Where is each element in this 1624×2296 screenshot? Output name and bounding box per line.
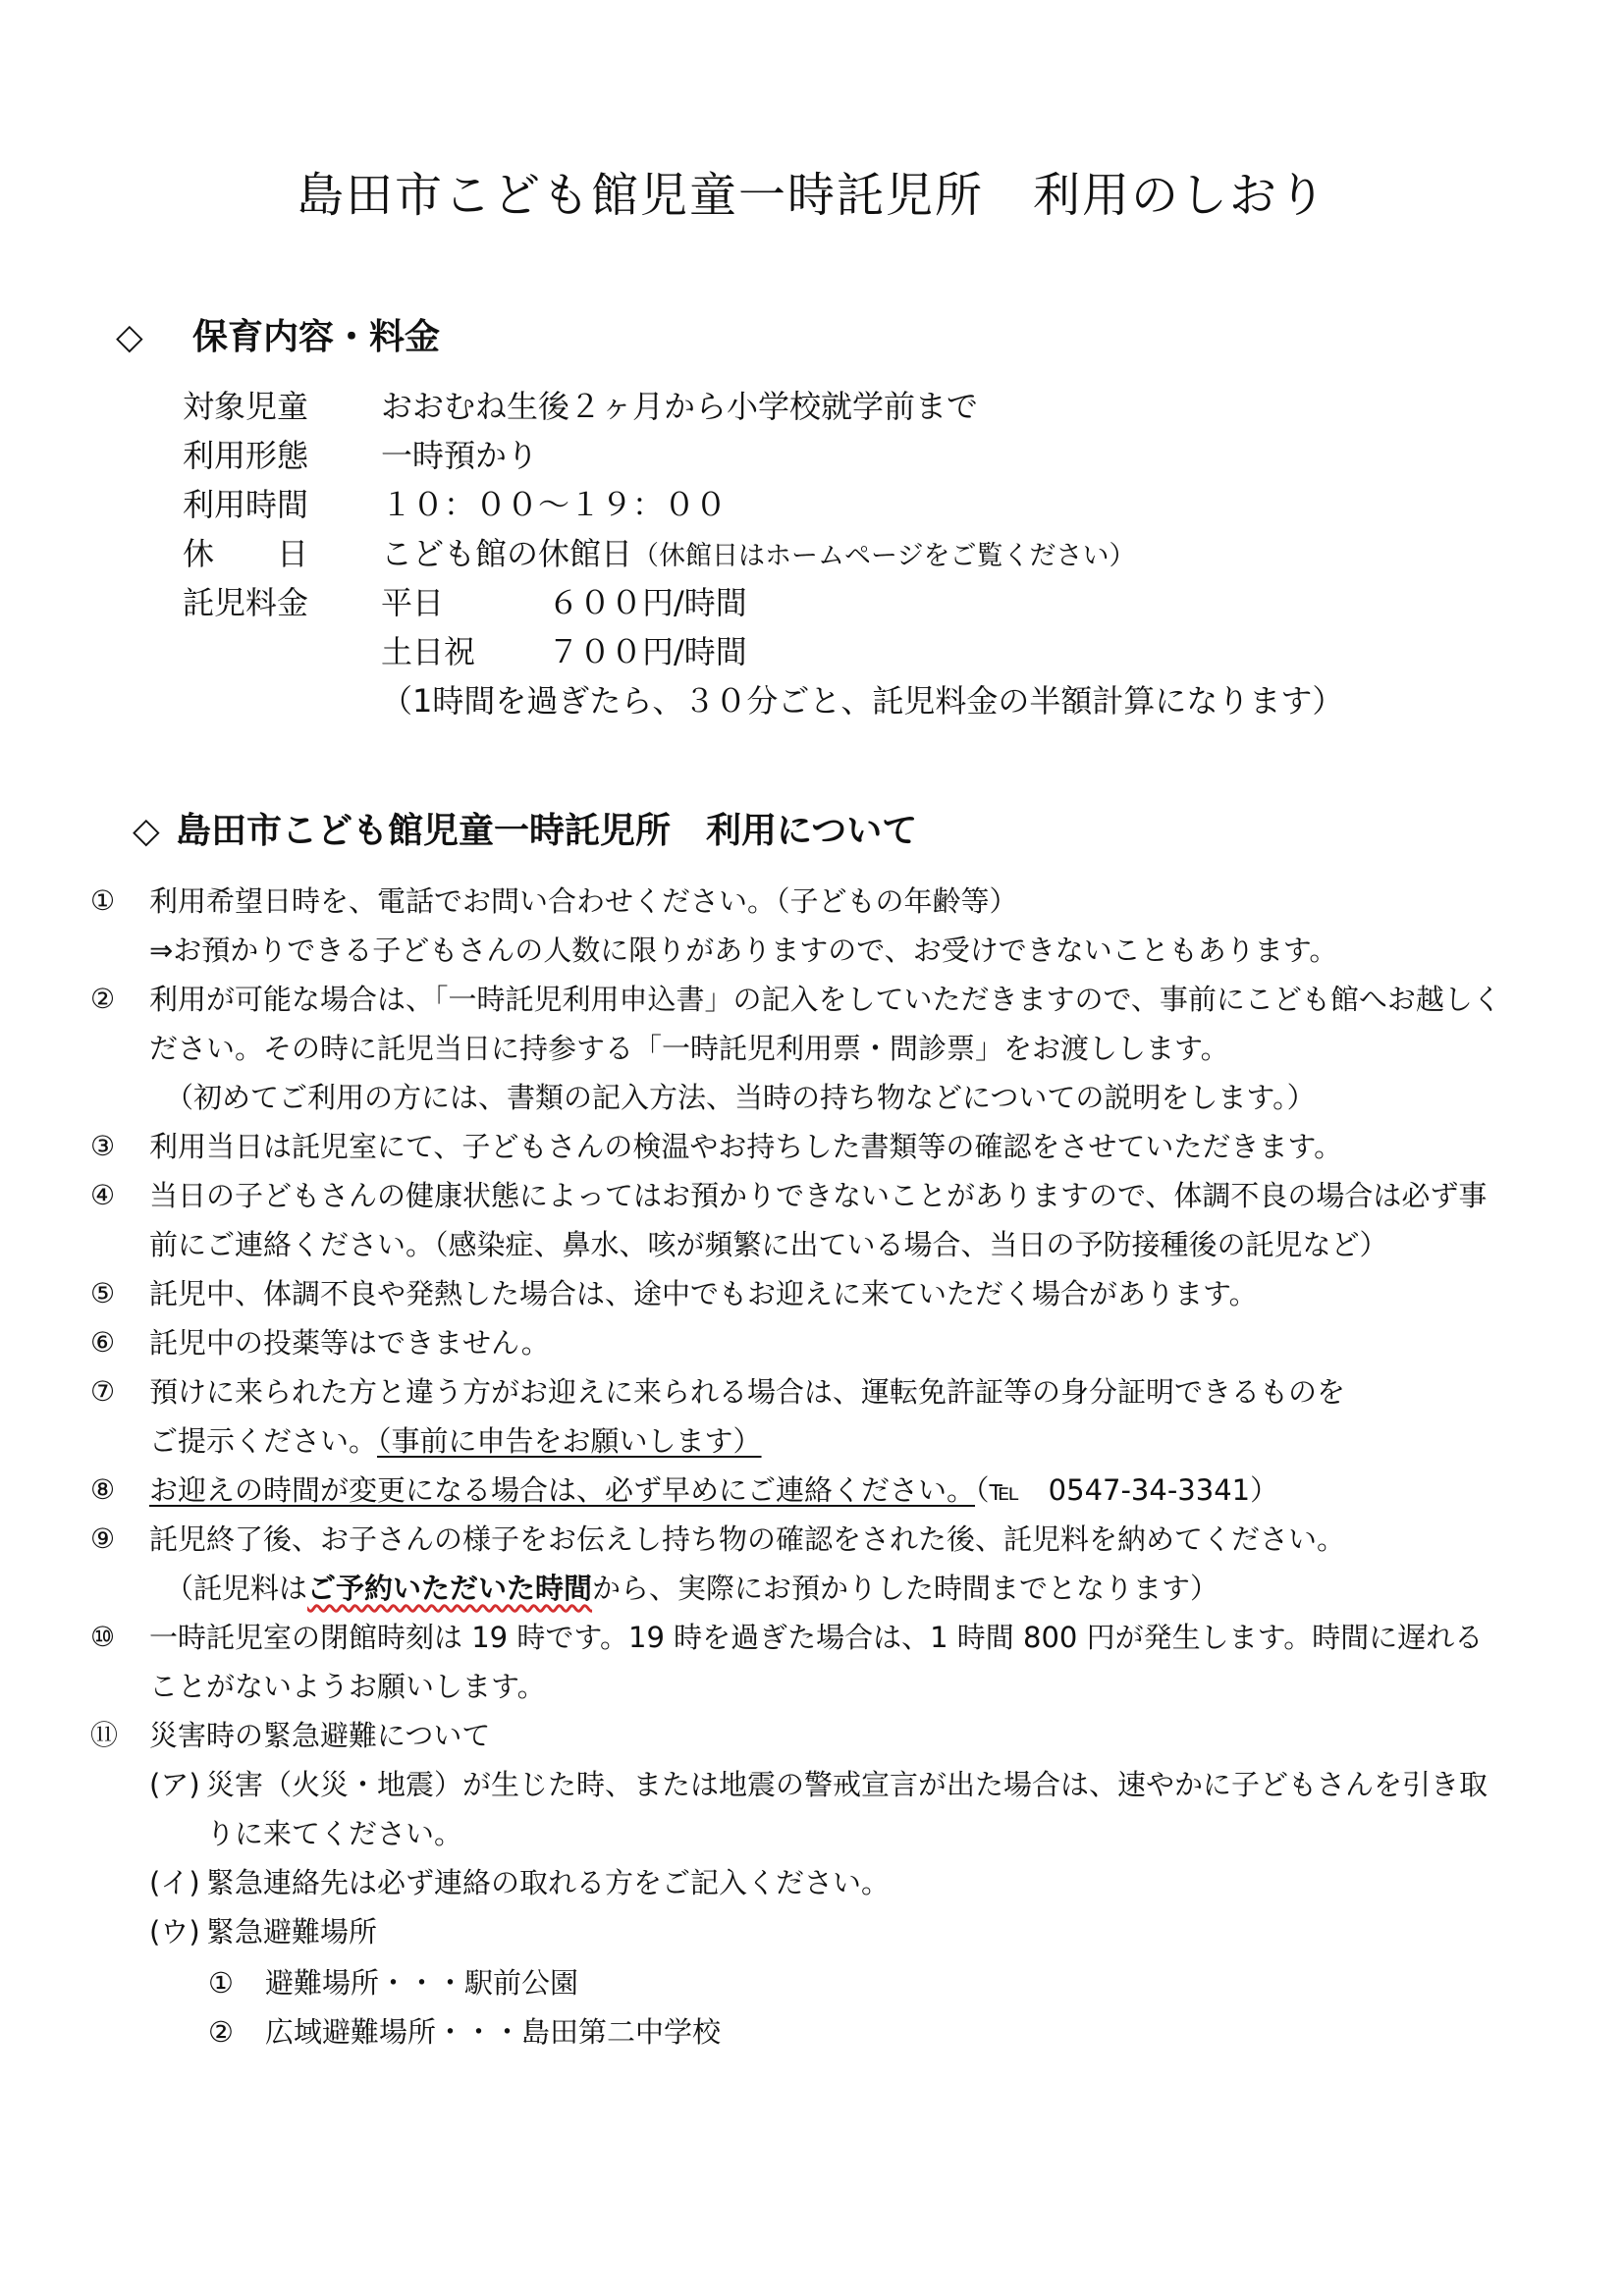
item-text-plain: ご提示ください。 <box>149 1424 378 1458</box>
item-number: ③ <box>90 1130 116 1162</box>
diamond-icon: ◇ <box>116 317 143 357</box>
fee-weekday-label: 平日 <box>381 584 445 621</box>
info-value <box>381 530 1135 580</box>
item-text: 預けに来られた方と違う方がお迎えに来られる場合は、運転免許証等の身分証明できるものを <box>149 1375 1346 1409</box>
item-number: ⑦ <box>90 1375 116 1408</box>
item-text-plain: から、実際にお預かりした時間までとなります） <box>592 1572 1219 1605</box>
info-label: 休 日 <box>183 535 309 572</box>
item-text <box>165 1567 1218 1610</box>
item-number: ⑤ <box>90 1277 116 1309</box>
fee-weekday-value: ６００円/時間 <box>548 584 747 621</box>
sub-item-text: 災害（火災・地震）が生じた時、または地震の警戒宣言が出た場合は、速やかに子どもさんを引き取 <box>206 1768 1489 1801</box>
item-text-emphasis: ご予約いただいた時間 <box>307 1572 593 1605</box>
item-text-underlined: お迎えの時間が変更になる場合は、必ず早めにご連絡ください。 <box>149 1473 976 1507</box>
info-label: 利用時間 <box>183 486 309 523</box>
item-number: ⑧ <box>90 1473 116 1506</box>
item-text: 託児中、体調不良や発熱した場合は、途中でもお迎えに来ていただく場合があります。 <box>149 1277 1258 1310</box>
fee-weekday <box>381 579 747 626</box>
fee-holiday <box>381 628 747 675</box>
page-title: 島田市こども館児童一時託児所 利用のしおり <box>296 168 1327 223</box>
item-text: 利用が可能な場合は、「一時託児利用申込書」の記入をしていただきますので、事前にこども館へお越しく <box>149 983 1501 1016</box>
item-text-underlined: （事前に申告をお願いします） <box>377 1424 762 1458</box>
item-text: 利用希望日時を、電話でお問い合わせください。（子どもの年齢等） <box>149 884 1018 918</box>
info-value: 一時預かり <box>381 437 539 474</box>
item-number: ⑩ <box>90 1621 116 1653</box>
item-number: ① <box>90 884 116 917</box>
info-value: １０：００～１９：００ <box>381 486 728 523</box>
closed-days: こども館の休館日 <box>381 535 633 572</box>
evac-marker: ① <box>208 1966 234 2000</box>
fee-holiday-value: ７００円/時間 <box>548 633 747 670</box>
item-number: ⑥ <box>90 1326 116 1359</box>
diamond-icon: ◇ <box>133 811 160 851</box>
item-text <box>149 1468 1278 1512</box>
evac-text: 避難場所・・・駅前公園 <box>265 1966 579 2000</box>
item-text: 託児中の投薬等はできません。 <box>149 1326 550 1360</box>
closed-days-note: （休館日はホームページをご覧ください） <box>632 541 1136 571</box>
item-text: 一時託児室の閉館時刻は 19 時です。19 時を過ぎた場合は、1 時間 800 円が発生します。時間に遅れる <box>149 1621 1484 1654</box>
section-heading-text: 島田市こども館児童一時託児所 利用について <box>176 811 918 851</box>
evac-marker: ② <box>208 2015 234 2049</box>
section-heading-usage <box>133 803 917 853</box>
info-label: 託児料金 <box>183 584 309 621</box>
item-text: 前にご連絡ください。（感染症、鼻水、咳が頻繁に出ている場合、当日の予防接種後の託児など） <box>149 1228 1388 1261</box>
item-text: ことがないようお願いします。 <box>149 1670 546 1703</box>
item-text: ⇒お預かりできる子どもさんの人数に限りがありますので、お受けできないこともあります。 <box>149 934 1338 967</box>
sub-item-text: りに来てください。 <box>206 1817 463 1850</box>
fee-holiday-label: 土日祝 <box>381 633 476 670</box>
phone-number: （℡ 0547-34-3341） <box>975 1473 1279 1507</box>
sub-item-marker: (ア) <box>149 1768 200 1801</box>
item-number: ④ <box>90 1179 116 1211</box>
info-value: おおむね生後２ヶ月から小学校就学前まで <box>381 388 979 425</box>
item-number: ⑨ <box>90 1522 116 1555</box>
sub-item-text: 緊急連絡先は必ず連絡の取れる方をご記入ください。 <box>206 1866 891 1899</box>
sub-item-marker: (ウ) <box>149 1915 200 1949</box>
item-text <box>149 1419 762 1463</box>
info-label: 利用形態 <box>183 437 309 474</box>
item-number: ⑪ <box>90 1719 119 1751</box>
item-text: （初めてご利用の方には、書類の記入方法、当時の持ち物などについての説明をします。） <box>165 1081 1316 1114</box>
item-text: 利用当日は託児室にて、子どもさんの検温やお持ちした書類等の確認をさせていただきます。 <box>149 1130 1343 1163</box>
item-text-plain: （託児料は <box>165 1572 308 1605</box>
evac-text: 広域避難場所・・・島田第二中学校 <box>265 2015 722 2049</box>
item-text: 災害時の緊急避難について <box>149 1719 491 1752</box>
item-number: ② <box>90 983 116 1015</box>
sub-item-text: 緊急避難場所 <box>206 1915 378 1949</box>
fee-note: （1時間を過ぎたら、３０分ごと、託児料金の半額計算になります） <box>381 682 1344 720</box>
item-text: 託児終了後、お子さんの様子をお伝えし持ち物の確認をされた後、託児料を納めてください。 <box>149 1522 1346 1556</box>
sub-item-marker: (イ) <box>149 1866 200 1899</box>
item-text: 当日の子どもさんの健康状態によってはお預かりできないことがありますので、体調不良の場合は必ず事 <box>149 1179 1488 1212</box>
info-label: 対象児童 <box>183 388 309 425</box>
item-text: ださい。その時に託児当日に持参する「一時託児利用票・問診票」をお渡しします。 <box>149 1032 1229 1065</box>
section-heading-text: 保育内容・料金 <box>192 317 441 357</box>
section-heading-care <box>116 309 440 359</box>
